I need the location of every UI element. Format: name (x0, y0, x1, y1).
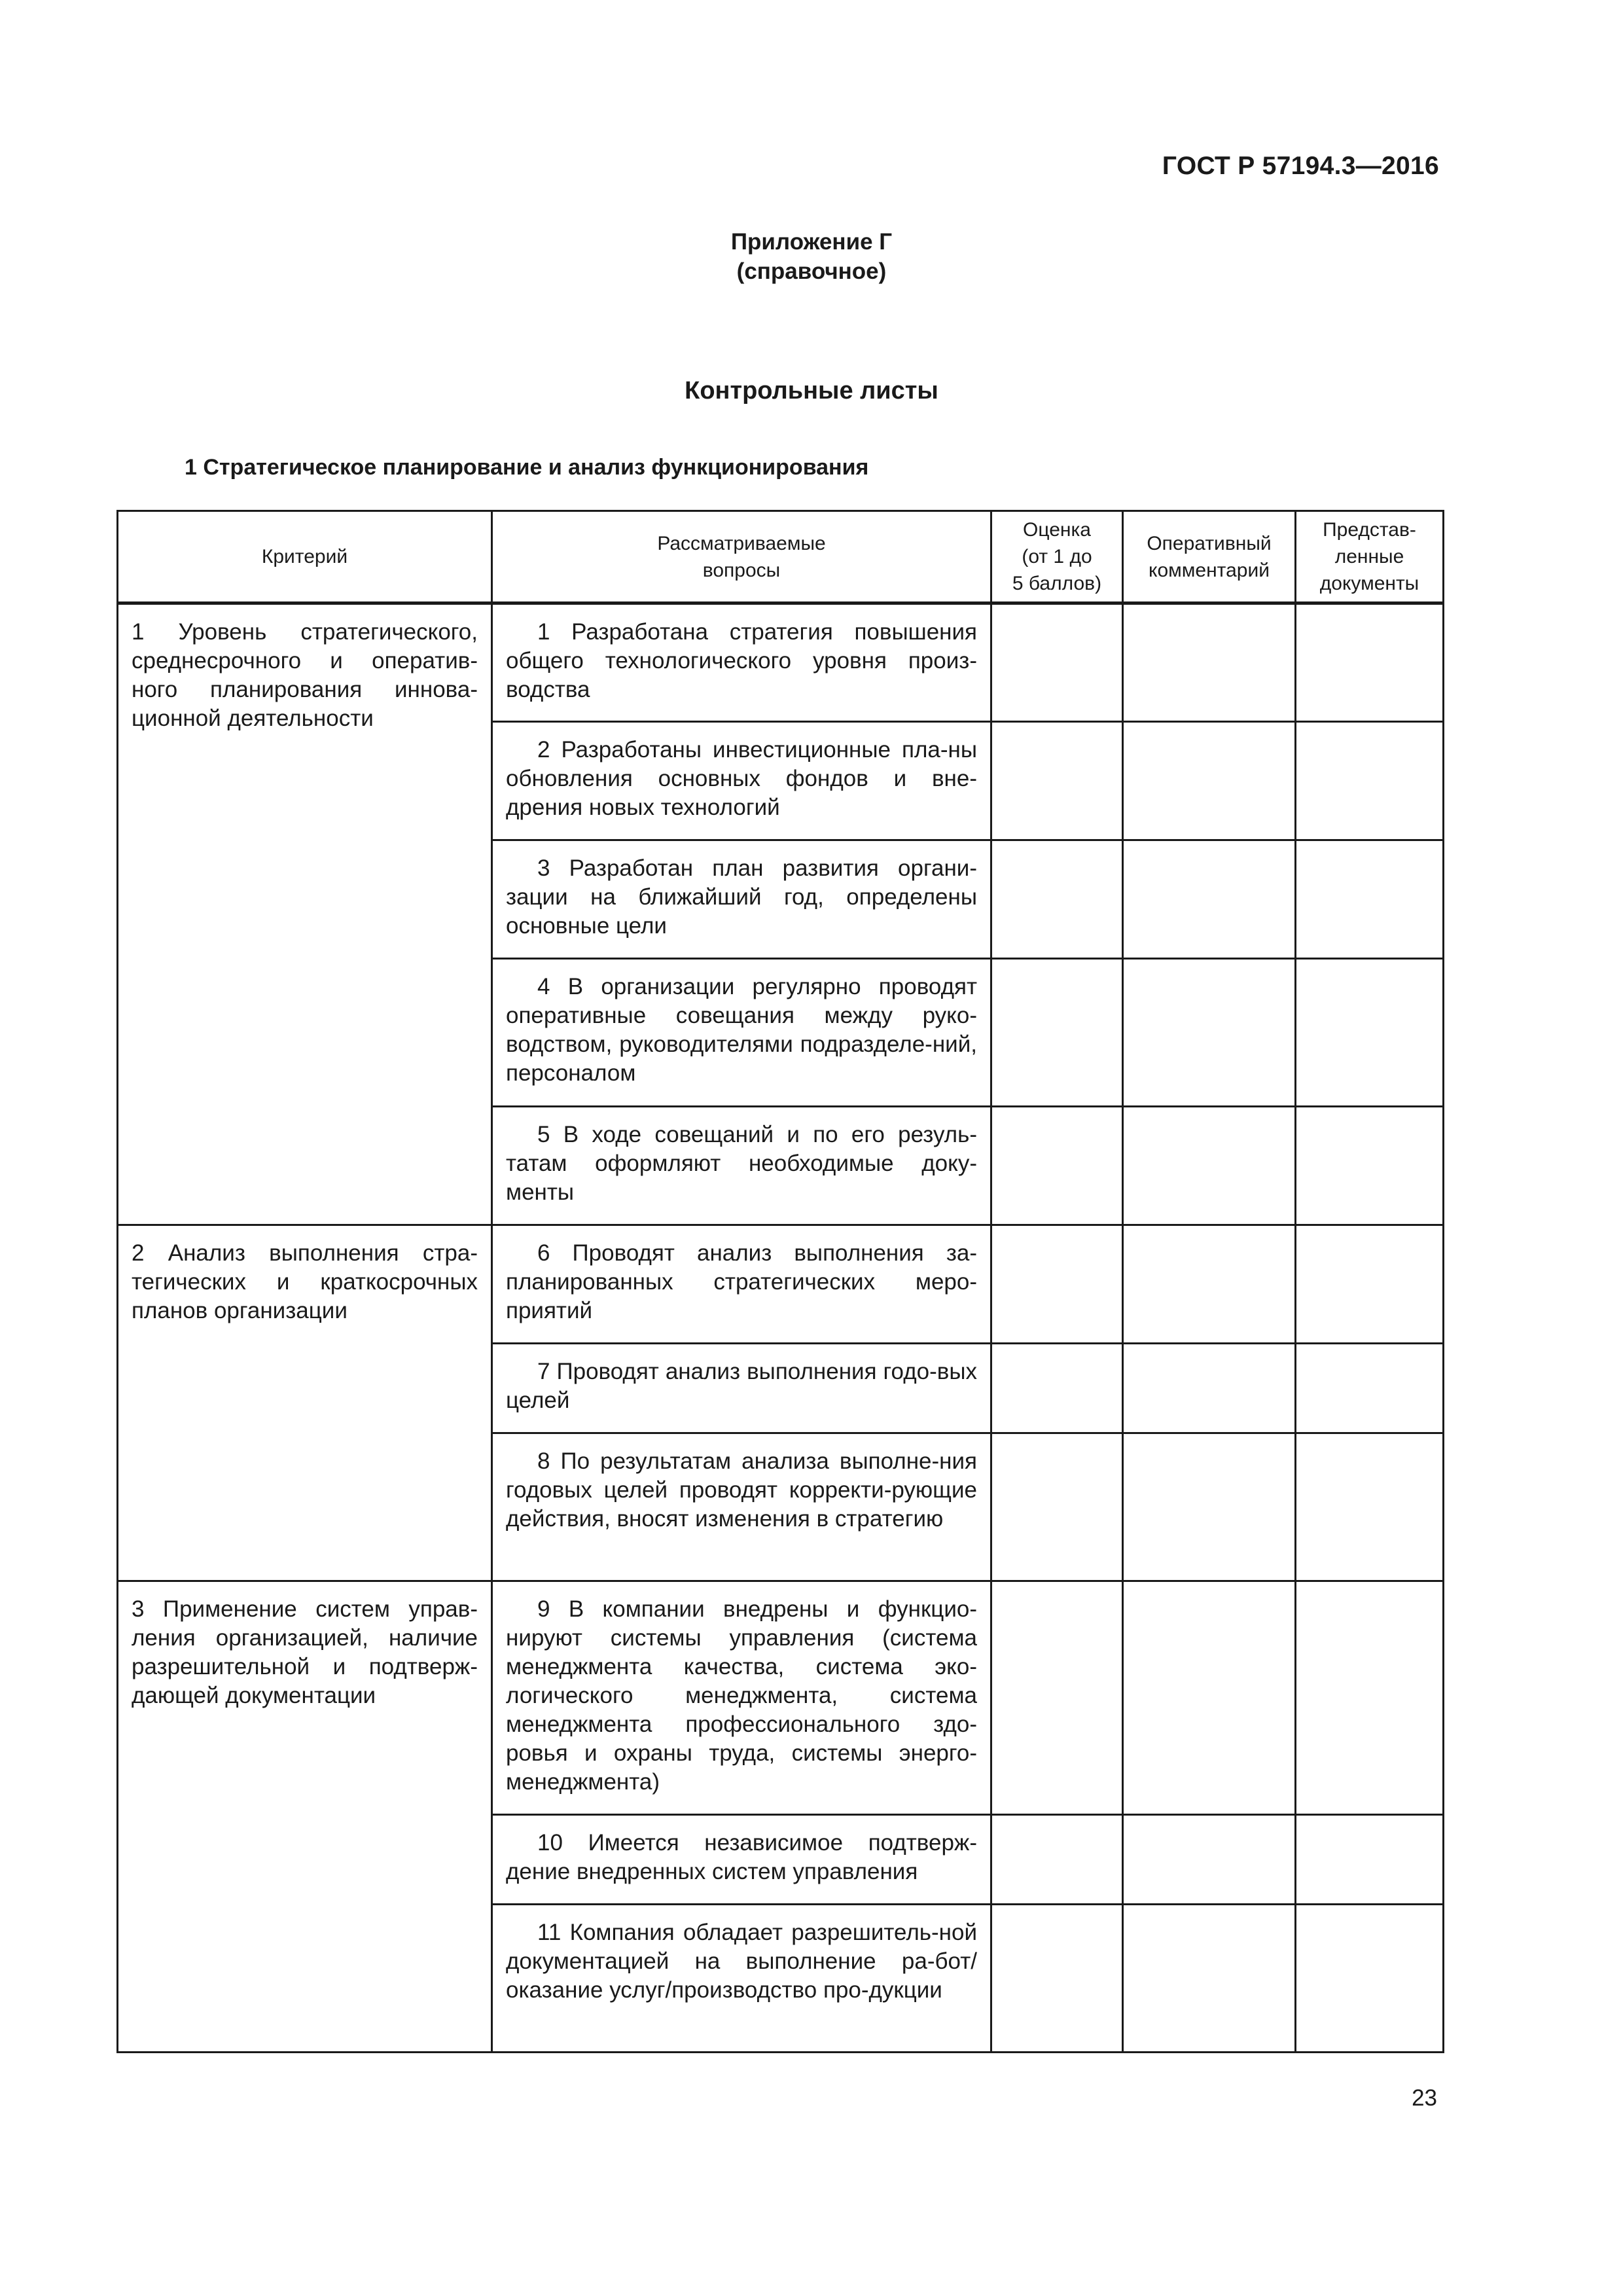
documents-cell (1296, 1581, 1444, 1815)
question-text: 2 Разработаны инвестиционные пла-ны обновления основных фондов и вне-дрения новых технологий (506, 737, 977, 820)
comment-cell (1123, 959, 1296, 1107)
comment-cell (1123, 840, 1296, 959)
score-cell (991, 603, 1123, 722)
question-cell (492, 1815, 991, 1905)
criterion-text: 1 Уровень стратегического, среднесрочного и оператив-ного планирования иннова-ционной деятельности (132, 619, 478, 731)
col-header-documents (1296, 511, 1444, 603)
col-header-criterion (118, 511, 492, 603)
documents-cell (1296, 603, 1444, 722)
criterion-text: 2 Анализ выполнения стра-тегических и краткосрочных планов организации (132, 1240, 478, 1323)
question-text: 1 Разработана стратегия повышения общего технологического уровня произ-водства (506, 619, 977, 702)
col-header-text: Оценка (от 1 до 5 баллов) (1012, 519, 1102, 594)
criterion-text: 3 Применение систем управ-ления организацией, наличие разрешительной и подтверж-дающей документации (132, 1596, 478, 1708)
score-cell (991, 1107, 1123, 1225)
question-cell (492, 1107, 991, 1225)
section-title: 1 Стратегическое планирование и анализ функционирования (185, 455, 869, 480)
comment-cell (1123, 1107, 1296, 1225)
question-text: 4 В организации регулярно проводят оперативные совещания между руко-водством, руководителями подразделе-ний, персоналом (506, 974, 977, 1086)
question-cell (492, 959, 991, 1107)
criterion-cell (118, 603, 492, 1225)
col-header-text: Представ- ленные документы (1319, 519, 1419, 594)
comment-cell (1123, 1581, 1296, 1815)
col-header-score (991, 511, 1123, 603)
col-header-text: Рассматриваемые вопросы (657, 532, 826, 581)
appendix-heading (0, 227, 1623, 286)
comment-cell (1123, 1225, 1296, 1344)
table-header-row (118, 511, 1444, 603)
documents-cell (1296, 1905, 1444, 2053)
question-cell (492, 1344, 991, 1433)
question-text: 11 Компания обладает разрешитель-ной документацией на выполнение ра-бот/оказание услуг/производство про-дукции (506, 1920, 977, 2003)
criterion-cell (118, 1581, 492, 2053)
comment-cell (1123, 603, 1296, 722)
score-cell (991, 722, 1123, 840)
comment-cell (1123, 1815, 1296, 1905)
question-text: 8 По результатам анализа выполне-ния годовых целей проводят корректи-рующие действия, вносят изменения в стратегию (506, 1448, 977, 1532)
comment-cell (1123, 1433, 1296, 1581)
table-row (118, 1225, 1444, 1344)
comment-cell (1123, 722, 1296, 840)
documents-cell (1296, 1107, 1444, 1225)
question-cell (492, 1905, 991, 2053)
criterion-cell (118, 1225, 492, 1581)
score-cell (991, 840, 1123, 959)
question-text: 5 В ходе совещаний и по его резуль-татам оформляют необходимые доку-менты (506, 1122, 977, 1205)
comment-cell (1123, 1344, 1296, 1433)
score-cell (991, 1225, 1123, 1344)
documents-cell (1296, 1815, 1444, 1905)
question-cell (492, 722, 991, 840)
col-header-comment (1123, 511, 1296, 603)
table-row (118, 603, 1444, 722)
question-text: 9 В компании внедрены и функцио-нируют системы управления (система менеджмента качества, система эко-логического менеджмента, система менеджмента профессионального здо-ровья и охраны труда, системы энерго-менеджмента) (506, 1596, 977, 1795)
standard-code: ГОСТ Р 57194.3—2016 (1162, 152, 1439, 180)
question-text: 3 Разработан план развития органи-зации на ближайший год, определены основные цели (506, 855, 977, 939)
score-cell (991, 959, 1123, 1107)
question-cell (492, 603, 991, 722)
documents-cell (1296, 1225, 1444, 1344)
question-text: 10 Имеется независимое подтверж-дение внедренных систем управления (506, 1830, 977, 1884)
score-cell (991, 1433, 1123, 1581)
documents-cell (1296, 840, 1444, 959)
score-cell (991, 1815, 1123, 1905)
question-cell (492, 1581, 991, 1815)
score-cell (991, 1905, 1123, 2053)
documents-cell (1296, 1344, 1444, 1433)
documents-cell (1296, 722, 1444, 840)
question-cell (492, 1433, 991, 1581)
appendix-title: Приложение Г (730, 229, 893, 255)
col-header-text: Оперативный комментарий (1147, 532, 1272, 581)
documents-cell (1296, 959, 1444, 1107)
question-cell (492, 1225, 991, 1344)
score-cell (991, 1581, 1123, 1815)
checklist-table (116, 510, 1444, 2053)
table-row (118, 1581, 1444, 1815)
comment-cell (1123, 1905, 1296, 2053)
question-cell (492, 840, 991, 959)
question-text: 6 Проводят анализ выполнения за-планированных стратегических меро-приятий (506, 1240, 977, 1323)
appendix-subtitle: (справочное) (736, 259, 887, 284)
question-text: 7 Проводят анализ выполнения годо-вых целей (506, 1359, 977, 1413)
document-title: Контрольные листы (685, 377, 938, 404)
score-cell (991, 1344, 1123, 1433)
documents-cell (1296, 1433, 1444, 1581)
col-header-questions (492, 511, 991, 603)
page-number: 23 (1412, 2085, 1437, 2111)
col-header-text: Критерий (261, 546, 348, 567)
